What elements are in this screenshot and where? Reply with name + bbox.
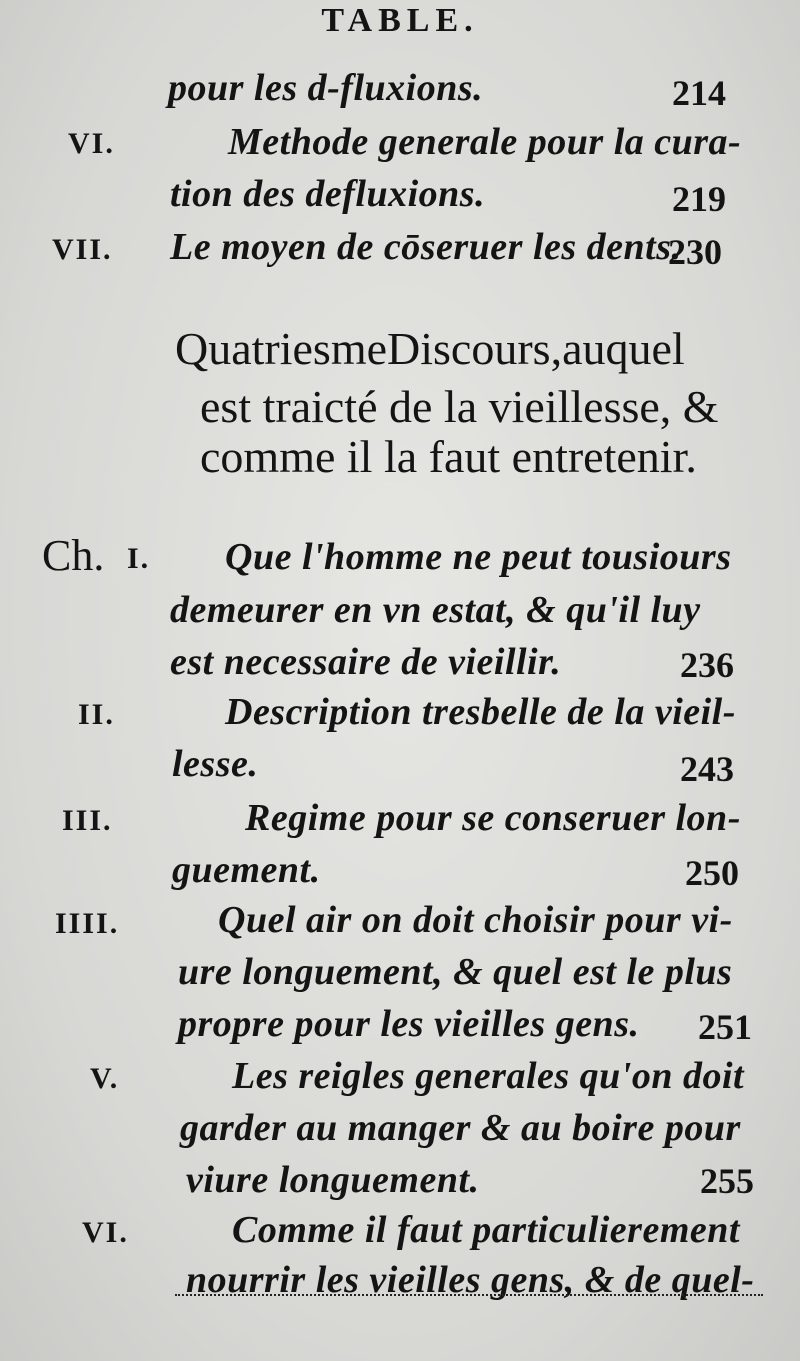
page-bottom-rule — [175, 1294, 763, 1296]
page-number: 250 — [685, 853, 739, 893]
page-number: 230 — [668, 232, 722, 272]
entry-number: II. — [78, 698, 115, 731]
entry-line: Le moyen de cōseruer les dents. — [170, 226, 682, 268]
discourse-title-line: est traicté de la vieillesse, & — [200, 381, 719, 432]
entry-number: III. — [62, 804, 113, 837]
entry-number: VII. — [52, 233, 113, 266]
entry-line: pour les d-fluxions. — [168, 67, 484, 109]
entry-line: guement. — [172, 849, 321, 891]
entry-line: demeurer en vn estat, & qu'il luy — [170, 589, 701, 631]
entry-line: ure longuement, & quel est le plus — [178, 951, 733, 993]
entry-line: Methode generale pour la cura- — [228, 121, 742, 163]
entry-line: est necessaire de vieillir. — [170, 641, 562, 683]
entry-line: Regime pour se conseruer lon- — [245, 797, 741, 839]
page-number: 251 — [698, 1007, 752, 1047]
entry-line: propre pour les vieilles gens. — [178, 1003, 640, 1045]
entry-line: viure longuement. — [186, 1159, 480, 1201]
chapter-label: Ch. — [42, 531, 105, 580]
discourse-title-line: comme il la faut entretenir. — [200, 431, 697, 482]
entry-line: Que l'homme ne peut tousiours — [225, 536, 732, 578]
page-number: 214 — [672, 73, 726, 113]
page-number: 255 — [700, 1161, 754, 1201]
entry-number: VI. — [68, 127, 115, 160]
entry-number: V. — [90, 1062, 120, 1095]
entry-line: Description tresbelle de la vieil- — [225, 691, 736, 733]
entry-number: VI. — [82, 1216, 129, 1249]
entry-line: Comme il faut particulierement — [232, 1209, 740, 1251]
page-number: 236 — [680, 645, 734, 685]
entry-line: nourrir les vieilles gens, & de quel- — [186, 1259, 755, 1301]
running-header: TABLE. — [321, 2, 479, 39]
entry-line: tion des defluxions. — [170, 173, 486, 215]
discourse-title-line: QuatriesmeDiscours,auquel — [175, 323, 685, 374]
page-number: 243 — [680, 749, 734, 789]
entry-number: IIII. — [55, 907, 120, 940]
entry-line: lesse. — [172, 743, 259, 785]
page-number: 219 — [672, 179, 726, 219]
entry-line: Quel air on doit choisir pour vi- — [218, 899, 733, 941]
entry-line: Les reigles generales qu'on doit — [232, 1055, 745, 1097]
entry-number: I. — [127, 542, 151, 575]
entry-line: garder au manger & au boire pour — [180, 1107, 741, 1149]
